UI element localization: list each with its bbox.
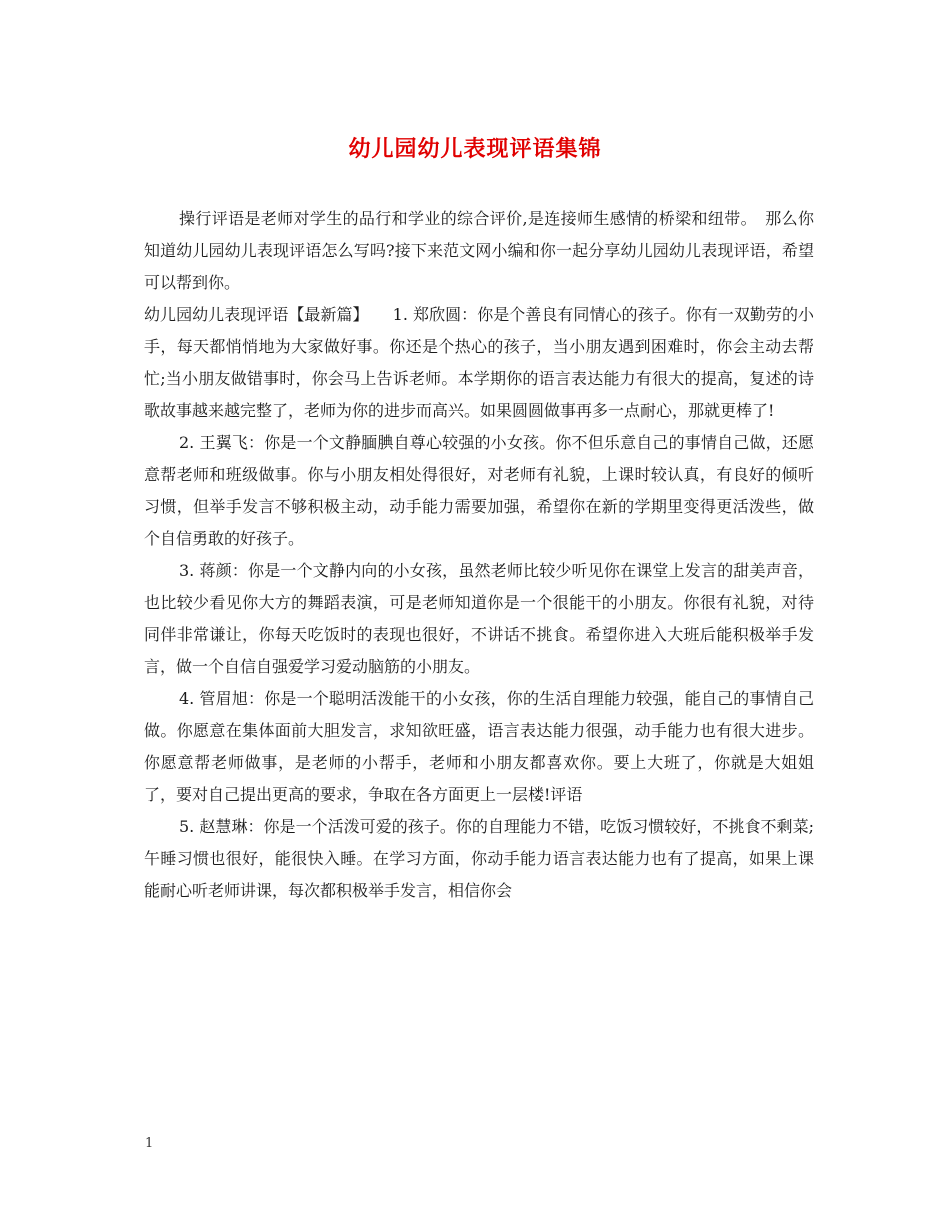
comment-paragraph-5: 5. 赵慧琳：你是一个活泼可爱的孩子。你的自理能力不错，吃饭习惯较好，不挑食不剩菜;午睡习惯也很好，能很快入睡。在学习方面，你动手能力语言表达能力也有了提高，如果上课能耐心听老师讲课，每次都积极举手发言，相信你会 [144, 817, 814, 900]
comment-paragraph-4: 4. 管眉旭：你是一个聪明活泼能干的小女孩，你的生活自理能力较强，能自己的事情自己做。你愿意在集体面前大胆发言，求知欲旺盛，语言表达能力很强，动手能力也有很大进步。你愿意帮老师做事，是老师的小帮手，老师和小朋友都喜欢你。要上大班了，你就是大姐姐了，要对自己提出更高的要求，争取在各方面更上一层楼!评语 [144, 689, 814, 804]
document-body [144, 203, 814, 907]
page-number: 1 [145, 1136, 154, 1151]
section-heading-paragraph: 幼儿园幼儿表现评语【最新篇】 1. 郑欣圆：你是个善良有同情心的孩子。你有一双勤劳的小手，每天都悄悄地为大家做好事。你还是个热心的孩子，当小朋友遇到困难时，你会主动去帮忙;当小朋友做错事时，你会马上告诉老师。本学期你的语言表达能力有很大的提高，复述的诗歌故事越来越完整了，老师为你的进步而高兴。如果圆圆做事再多一点耐心，那就更棒了! [144, 305, 814, 420]
document-title: 幼儿园幼儿表现评语集锦 [348, 136, 602, 162]
comment-paragraph-3: 3. 蒋颜：你是一个文静内向的小女孩，虽然老师比较少听见你在课堂上发言的甜美声音，也比较少看见你大方的舞蹈表演，可是老师知道你是一个很能干的小朋友。你很有礼貌，对待同伴非常谦让，你每天吃饭时的表现也很好，不讲话不挑食。希望你进入大班后能积极举手发言，做一个自信自强爱学习爱动脑筋的小朋友。 [144, 561, 814, 676]
intro-paragraph: 操行评语是老师对学生的品行和学业的综合评价,是连接师生感情的桥梁和纽带。 那么你知道幼儿园幼儿表现评语怎么写吗?接下来范文网小编和你一起分享幼儿园幼儿表现评语，希望可以帮到你。 [144, 209, 814, 292]
comment-paragraph-2: 2. 王翼飞：你是一个文静腼腆自尊心较强的小女孩。你不但乐意自己的事情自己做，还愿意帮老师和班级做事。你与小朋友相处得很好，对老师有礼貌，上课时较认真，有良好的倾听习惯，但举手发言不够积极主动，动手能力需要加强，希望你在新的学期里变得更活泼些，做个自信勇敢的好孩子。 [144, 433, 814, 548]
